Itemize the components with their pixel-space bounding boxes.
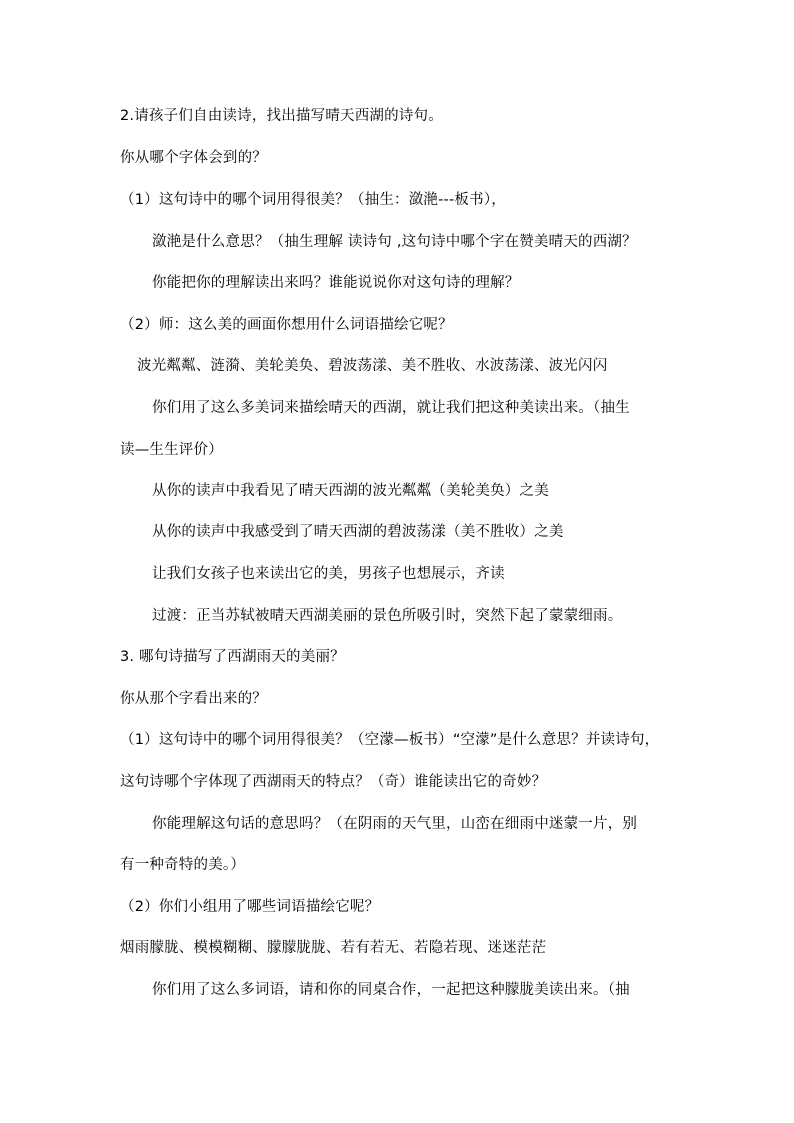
paragraph-line: 你从那个字看出来的？ [120, 691, 267, 707]
paragraph-line: 你能把你的理解读出来吗？谁能说说你对这句诗的理解？ [152, 275, 520, 291]
paragraph-line: （2）师：这么美的画面你想用什么词语描绘它呢？ [120, 317, 453, 333]
paragraph-line: 从你的读声中我看见了晴天西湖的波光粼粼（美轮美奂）之美 [152, 483, 549, 499]
paragraph-line: 潋滟是什么意思？（抽生理解 读诗句 ,这句诗中哪个字在赞美晴天的西湖？ [152, 234, 637, 250]
paragraph-line: 你们用了这么多美词来描绘晴天的西湖，就让我们把这种美读出来。（抽生 [152, 400, 630, 416]
paragraph-line: 2.请孩子们自由读诗，找出描写晴天西湖的诗句。 [120, 108, 443, 124]
paragraph-line: （2）你们小组用了哪些词语描绘它呢？ [120, 899, 380, 915]
paragraph-line: 你从哪个字体会到的？ [120, 150, 267, 166]
paragraph-line: 从你的读声中我感受到了晴天西湖的碧波荡漾（美不胜收）之美 [152, 524, 564, 540]
paragraph-line: 你们用了这么多词语，请和你的同桌合作，一起把这种朦胧美读出来。（抽 [152, 982, 630, 998]
paragraph-line: （1）这句诗中的哪个词用得很美？（抽生：潋滟---板书）， [120, 192, 506, 208]
paragraph-line: 你能理解这句话的意思吗？（在阴雨的天气里，山峦在细雨中迷蒙一片，别 [152, 816, 638, 832]
paragraph-line: 让我们女孩子也来读出它的美，男孩子也想展示，齐读 [152, 566, 505, 582]
paragraph-line: （1）这句诗中的哪个词用得很美？（空濛—板书）“空濛”是什么意思？并读诗句， [120, 732, 660, 748]
paragraph-line: 这句诗哪个字体现了西湖雨天的特点？（奇）谁能读出它的奇妙？ [120, 774, 547, 790]
paragraph-line: 3. 哪句诗描写了西湖雨天的美丽？ [120, 649, 345, 665]
paragraph-line: 波光粼粼、涟漪、美轮美奂、碧波荡漾、美不胜收、水波荡漾、波光闪闪 [137, 358, 608, 374]
paragraph-line: 过渡：正当苏轼被晴天西湖美丽的景色所吸引时，突然下起了蒙蒙细雨。 [152, 608, 623, 624]
paragraph-line: 烟雨朦胧、模模糊糊、朦朦胧胧、若有若无、若隐若现、迷迷茫茫 [120, 940, 547, 956]
paragraph-line: 有一种奇特的美。） [120, 857, 246, 873]
paragraph-line: 读—生生评价） [120, 442, 223, 458]
